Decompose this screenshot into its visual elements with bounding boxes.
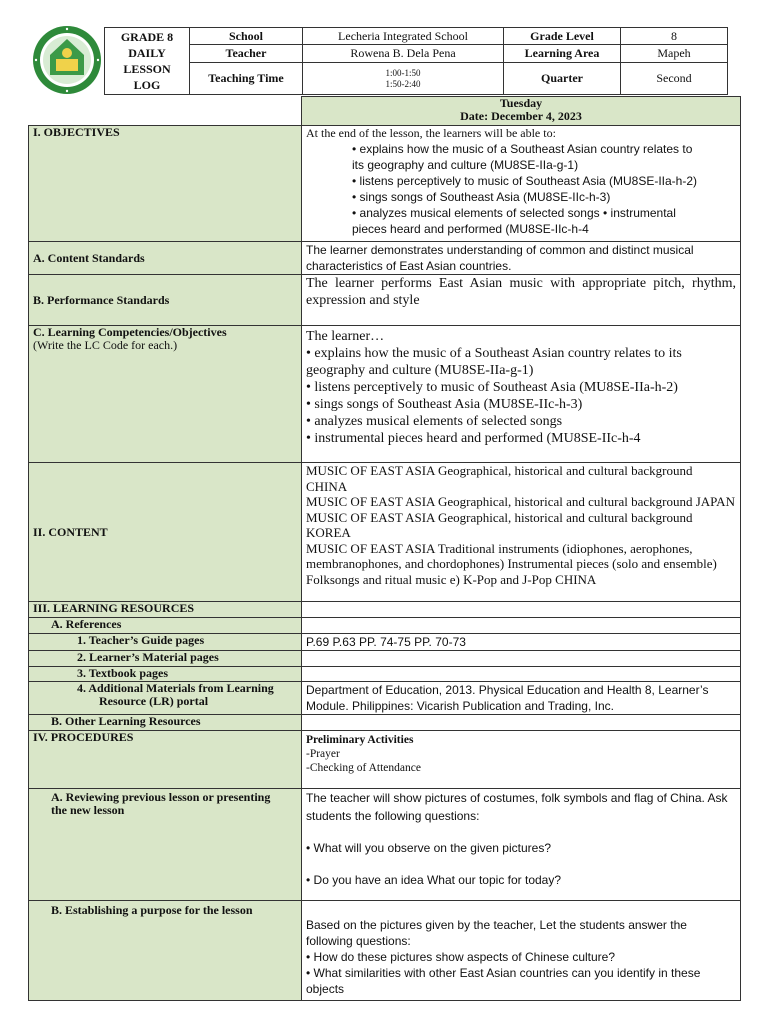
quarter-label: Quarter: [504, 63, 621, 95]
learners-material-value: [302, 651, 741, 667]
teacher-value: Rowena B. Dela Pena: [303, 45, 504, 63]
objectives-content: At the end of the lesson, the learners will be able to: • explains how the music of a Southeast Asian country relates to its geography and culture (MU8SE-IIa-g-1) • listens perceptively to music of Southeast Asia (MU8SE-IIa-h-2) • sings songs of Southeast Asia (MU8SE-IIc-h-3) • analyzes musical elements of selected songs • instrumental pieces heard and performed (MU8SE-IIc-h-4: [302, 126, 741, 242]
school-seal-logo: [32, 25, 102, 95]
reviewing-lesson-content: The teacher will show pictures of costumes, folk symbols and flag of China. Ask students the following questions: • What will you observe on the given pictures? • Do you have an idea What our topic for today?: [302, 789, 741, 901]
day-date-header: Tuesday Date: December 4, 2023: [302, 97, 741, 126]
procedures-label: IV. PROCEDURES: [29, 731, 302, 789]
teacher-label: Teacher: [190, 45, 303, 63]
teaching-time-value: 1:00-1:50 1:50-2:40: [303, 63, 504, 95]
teaching-time-label: Teaching Time: [190, 63, 303, 95]
textbook-label: 3. Textbook pages: [29, 667, 302, 682]
establishing-purpose-content: Based on the pictures given by the teacher, Let the students answer the following questions: • How do these pictures show aspects of Chinese culture? • What similarities with other East Asian countries can you identify in these objects: [302, 901, 741, 1001]
other-resources-label: B. Other Learning Resources: [29, 715, 302, 731]
learning-area-label: Learning Area: [504, 45, 621, 63]
lesson-log-main-table: [28, 96, 741, 1001]
additional-materials-value: Department of Education, 2013. Physical Education and Health 8, Learner’s Module. Philippines: Vicarish Publication and Trading, Inc.: [302, 682, 741, 715]
references-value: [302, 618, 741, 634]
references-label: A. References: [29, 618, 302, 634]
learning-area-value: Mapeh: [621, 45, 728, 63]
learning-competencies-text: The learner… • explains how the music of a Southeast Asian country relates to its geography and culture (MU8SE-IIa-g-1) • listens perceptively to music of Southeast Asia (MU8SE-IIa-h-2) • sings songs of Southeast Asia (MU8SE-IIc-h-3) • analyzes musical elements of selected songs • instrumental pieces heard and performed (MU8SE-IIc-h-4: [302, 326, 741, 463]
learning-resources-label: III. LEARNING RESOURCES: [29, 602, 302, 618]
learning-competencies-label: C. Learning Competencies/Objectives (Write the LC Code for each.): [29, 326, 302, 463]
learning-resources-value: [302, 602, 741, 618]
daily-lesson-log-title: GRADE 8 DAILY LESSON LOG: [105, 28, 190, 95]
establishing-purpose-label: B. Establishing a purpose for the lesson: [29, 901, 302, 1001]
additional-materials-label: 4. Additional Materials from Learning Resource (LR) portal: [29, 682, 302, 715]
textbook-value: [302, 667, 741, 682]
learners-material-label: 2. Learner’s Material pages: [29, 651, 302, 667]
procedures-content: Preliminary Activities -Prayer -Checking of Attendance: [302, 731, 741, 789]
grade-level-label: Grade Level: [504, 28, 621, 45]
performance-standards-label: B. Performance Standards: [29, 275, 302, 326]
school-label: School: [190, 28, 303, 45]
teachers-guide-label: 1. Teacher’s Guide pages: [29, 634, 302, 651]
performance-standards-text: The learner performs East Asian music with appropriate pitch, rhythm, expression and style: [302, 275, 741, 326]
quarter-value: Second: [621, 63, 728, 95]
lesson-log-header-table: [104, 27, 728, 95]
content-text: MUSIC OF EAST ASIA Geographical, historical and cultural background CHINA MUSIC OF EAST ASIA Geographical, historical and cultural background JAPAN MUSIC OF EAST ASIA Geographical, historical and cultural background KOREA MUSIC OF EAST ASIA Traditional instruments (idiophones, aerophones, membranophones, and chordophones) Instrumental pieces (solo and ensemble) Folksongs and ritual music e) K-Pop and J-Pop CHINA: [302, 463, 741, 602]
reviewing-lesson-label: A. Reviewing previous lesson or presenting the new lesson: [29, 789, 302, 901]
content-standards-text: The learner demonstrates understanding of common and distinct musical characteristics of East Asian countries.: [302, 242, 741, 275]
school-value: Lecheria Integrated School: [303, 28, 504, 45]
grade-level-value: 8: [621, 28, 728, 45]
objectives-label: I. OBJECTIVES: [29, 126, 302, 242]
other-resources-value: [302, 715, 741, 731]
content-standards-label: A. Content Standards: [29, 242, 302, 275]
content-label: II. CONTENT: [29, 463, 302, 602]
teachers-guide-value: P.69 P.63 PP. 74-75 PP. 70-73: [302, 634, 741, 651]
